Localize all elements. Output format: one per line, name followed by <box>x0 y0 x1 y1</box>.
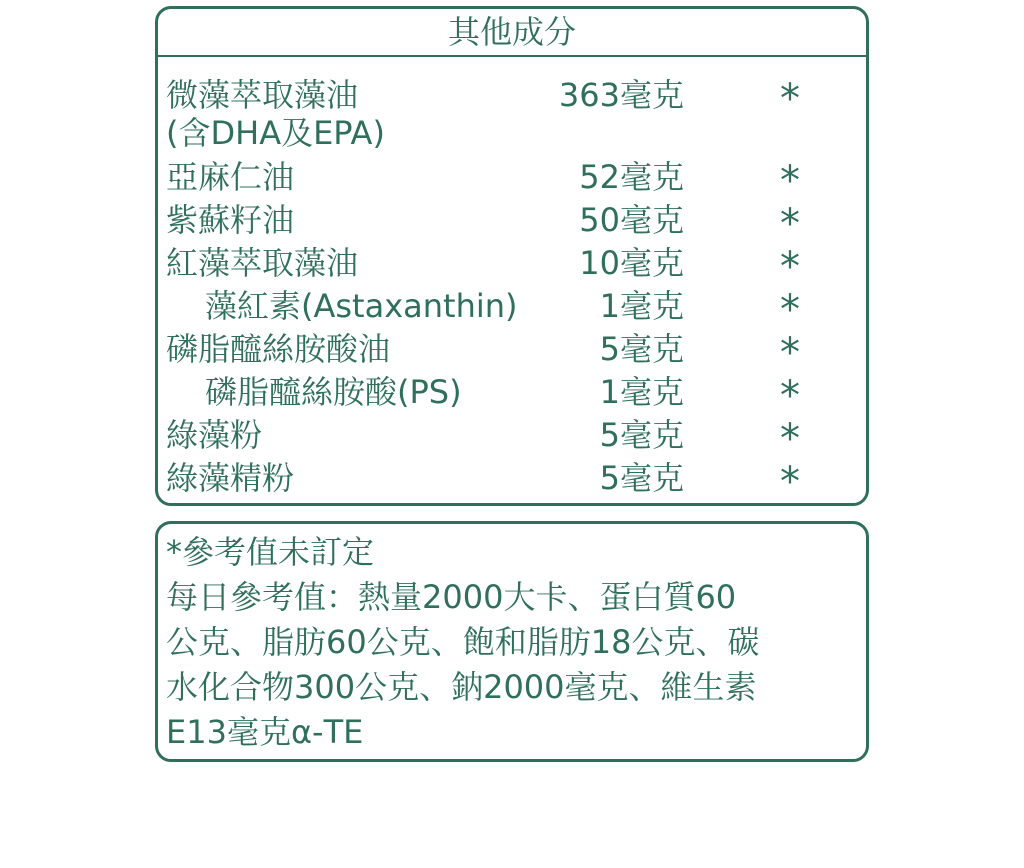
footnote-mark: * <box>780 459 800 505</box>
ingredient-amount: 52毫克 <box>579 158 684 196</box>
ingredient-amount: 5毫克 <box>599 330 684 368</box>
footnote-mark: * <box>780 76 800 122</box>
ingredient-name: 磷脂醯絲胺酸(PS) <box>205 373 462 411</box>
ingredient-row <box>158 198 866 247</box>
footnote-text: *參考值未訂定 <box>166 533 375 571</box>
daily-reference-line: 公克、脂肪60公克、飽和脂肪18公克、碳 <box>166 623 760 661</box>
footnote-mark: * <box>780 330 800 376</box>
ingredient-name: 綠藻精粉 <box>166 459 295 497</box>
ingredient-row <box>158 370 866 419</box>
ingredient-row <box>158 284 866 333</box>
footnote-mark: * <box>780 158 800 204</box>
ingredient-amount: 363毫克 <box>558 76 684 114</box>
ingredient-row <box>158 327 866 376</box>
ingredients-title: 其他成分 <box>158 9 866 57</box>
ingredient-name: 微藻萃取藻油 <box>166 76 359 114</box>
ingredient-amount: 5毫克 <box>599 459 684 497</box>
footnote-mark: * <box>780 201 800 247</box>
daily-reference-line: E13毫克α-TE <box>166 713 364 751</box>
ingredient-amount: 10毫克 <box>579 244 684 282</box>
ingredient-row <box>158 241 866 290</box>
ingredient-name: 藻紅素(Astaxanthin) <box>205 287 518 325</box>
daily-reference-line: 每日參考值：熱量2000大卡、蛋白質60 <box>166 578 737 616</box>
ingredient-row <box>158 456 866 505</box>
notes-text <box>166 530 862 755</box>
ingredient-amount: 1毫克 <box>599 373 684 411</box>
ingredient-amount: 50毫克 <box>579 201 684 239</box>
ingredient-name: 紅藻萃取藻油 <box>166 244 359 282</box>
ingredient-name: 磷脂醯絲胺酸油 <box>166 330 391 368</box>
ingredient-name: 亞麻仁油 <box>166 158 295 196</box>
footnote-mark: * <box>780 373 800 419</box>
ingredient-name: 紫蘇籽油 <box>166 201 295 239</box>
notes-box <box>155 521 869 762</box>
footnote-mark: * <box>780 416 800 462</box>
ingredient-amount: 1毫克 <box>599 287 684 325</box>
footnote-mark: * <box>780 244 800 290</box>
ingredient-row <box>158 73 866 152</box>
ingredient-subname: (含DHA及EPA) <box>166 114 385 152</box>
ingredient-name: 綠藻粉 <box>166 416 263 454</box>
ingredient-row <box>158 413 866 462</box>
ingredient-row <box>158 155 866 204</box>
footnote-mark: * <box>780 287 800 333</box>
daily-reference-line: 水化合物300公克、鈉2000毫克、維生素 <box>166 668 757 706</box>
ingredient-amount: 5毫克 <box>599 416 684 454</box>
ingredients-table <box>155 6 869 506</box>
